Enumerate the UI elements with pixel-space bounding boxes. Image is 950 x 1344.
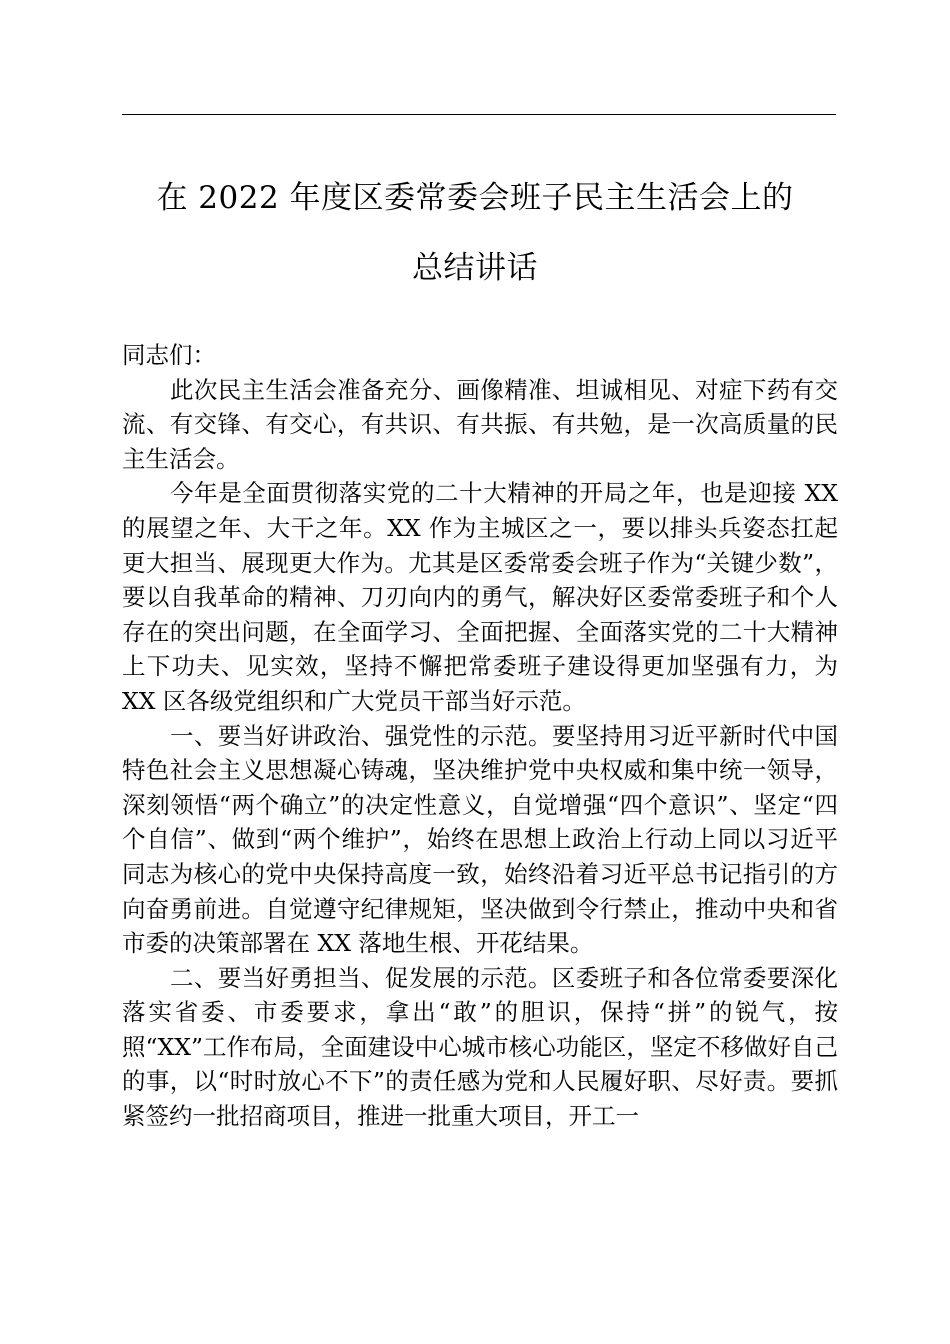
paragraph-4: 二、要当好勇担当、促发展的示范。区委班子和各位常委要深化落实省委、市委要求，拿出“敢”的胆识，保持“拼”的锐气，按照“XX”工作布局，全面建设中心城市核心功能区，坚定不移做好自己的事，以“时时放心不下”的责任感为党和人民履好职、尽好责。要抓紧签约一批招商项目，推进一批重大项目，开工一 bbox=[122, 963, 838, 1131]
header-rule bbox=[122, 114, 836, 115]
paragraph-1: 此次民主生活会准备充分、画像精准、坦诚相见、对症下药有交流、有交锋、有交心，有共识、有共振、有共勉，是一次高质量的民主生活会。 bbox=[122, 375, 838, 473]
document-body bbox=[122, 338, 838, 1134]
document-title-line-1: 在 2022 年度区委常委会班子民主生活会上的 bbox=[156, 180, 794, 216]
document-title-line-2: 总结讲话 bbox=[412, 250, 538, 286]
greeting: 同志们： bbox=[122, 341, 216, 369]
paragraph-3: 一、要当好讲政治、强党性的示范。要坚持用习近平新时代中国特色社会主义思想凝心铸魂，坚决维护党中央权威和集中统一领导，深刻领悟“两个确立”的决定性意义，自觉增强“四个意识”、坚定“四个自信”、做到“两个维护”，始终在思想上政治上行动上同以习近平同志为核心的党中央保持高度一致，始终沿着习近平总书记指引的方向奋勇前进。自觉遵守纪律规矩，坚决做到令行禁止，推动中央和省市委的决策部署在 XX 落地生根、开花结果。 bbox=[122, 721, 838, 958]
paragraph-2: 今年是全面贯彻落实党的二十大精神的开局之年，也是迎接 XX 的展望之年、大干之年。XX 作为主城区之一，要以排头兵姿态扛起更大担当、展现更大作为。尤其是区委常委会班子作为“关键少数”，要以自我革命的精神、刀刃向内的勇气，解决好区委常委班子和个人存在的突出问题，在全面学习、全面把握、全面落实党的二十大精神上下功夫、见实效，坚持不懈把常委班子建设得更加坚强有力，为 XX 区各级党组织和广大党员干部当好示范。 bbox=[122, 479, 838, 715]
